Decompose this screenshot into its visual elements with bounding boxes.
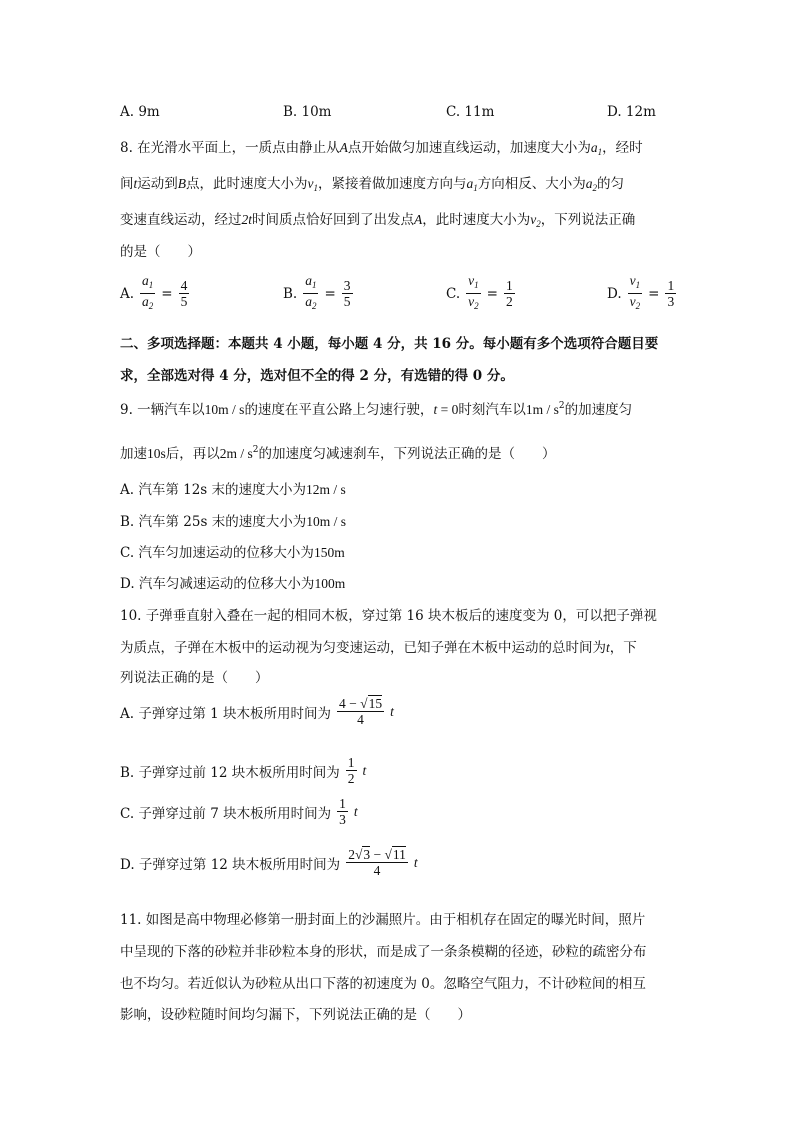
q8-option-d: D. $\frac{v_1}{v_2}$ = $\frac{1}{3}$ [607,273,678,314]
section-2-heading-cont: 求，全部选对得 4 分，选对但不全的得 2 分，有选错的得 0 分。 [120,368,514,384]
q10-line-1: 10. 子弹垂直射入叠在一起的相同木板，穿过第 16 块木板后的速度变为 0，可以把子弹视 [120,608,657,624]
q8-option-a: A. $\frac{a_1}{a_2}$ = $\frac{4}{5}$ [120,273,191,314]
q10-option-c: C. 子弹穿过前 7 块木板所用时间为 $\frac{1}{3}$ t [120,796,358,827]
q10-option-d: D. 子弹穿过第 12 块木板所用时间为 $\frac{2√3 - √11}{4}$ t [120,847,418,878]
q8-line-4: 的是（ ） [120,244,201,260]
q7-option-d: D. 12m [607,104,656,120]
a1-symbol: $a_1$ [590,140,603,157]
q9-option-d: D. 汽车匀减速运动的位移大小为100m [120,576,346,592]
q11-line-4: 影响，设砂粒随时间均匀漏下，下列说法正确的是（ ） [120,1007,471,1023]
q8-line-2: 间t运动到B点，此时速度大小为$v_1$，紧接着做加速度方向与$a_1$方向相反、大小为$a_2$的匀 [120,176,625,193]
q10-option-b: B. 子弹穿过前 12 块木板所用时间为 $\frac{1}{2}$ t [120,755,367,786]
q9-line-1: 9. 一辆汽车以10m / s的速度在平直公路上匀速行驶，t = 0时刻汽车以$1m / s^2$的加速度匀 [120,401,633,418]
q8-option-c: C. $\frac{v_1}{v_2}$ = $\frac{1}{2}$ [446,273,517,314]
q9-option-b: B. 汽车第 25s 末的速度大小为10m / s [120,514,346,530]
q8-line-1: 8. 在光滑水平面上，一质点由静止从A点开始做匀加速直线运动，加速度大小为$a_1$，经时 [120,140,643,157]
q9-option-a: A. 汽车第 12s 末的速度大小为12m / s [120,482,346,498]
q10-option-a: A. 子弹穿过第 1 块木板所用时间为 $\frac{4 - √15}{4}$ t [120,696,394,727]
q11-line-1: 11. 如图是高中物理必修第一册封面上的沙漏照片。由于相机存在固定的曝光时间，照片 [120,912,646,928]
q7-option-a: A. 9m [120,104,160,120]
q10-line-2: 为质点，子弹在木板中的运动视为匀变速运动，已知子弹在木板中运动的总时间为t，下 [120,640,637,656]
q11-line-2: 中呈现的下落的砂粒并非砂粒本身的形状，而是成了一条条模糊的径迹，砂粒的疏密分布 [120,944,647,960]
q7-option-c: C. 11m [446,104,495,120]
q10-line-3: 列说法正确的是（ ） [120,670,269,686]
section-2-heading: 二、多项选择题：本题共 4 小题，每小题 4 分，共 16 分。每小题有多个选项符合题目要 [120,336,659,352]
q11-line-3: 也不均匀。若近似认为砂粒从出口下落的初速度为 0。忽略空气阻力，不计砂粒间的相互 [120,976,646,992]
q8-option-b: B. $\frac{a_1}{a_2}$ = $\frac{3}{5}$ [283,273,355,314]
q7-option-b: B. 10m [283,104,332,120]
q9-option-c: C. 汽车匀加速运动的位移大小为150m [120,545,345,561]
q8-line-3: 变速直线运动，经过2t时间质点恰好回到了出发点A，此时速度大小为$v_2$，下列说法正确 [120,212,636,229]
q9-line-2: 加速10s后，再以$2m / s^2$的加速度匀减速刹车，下列说法正确的是（ ） [120,445,556,462]
